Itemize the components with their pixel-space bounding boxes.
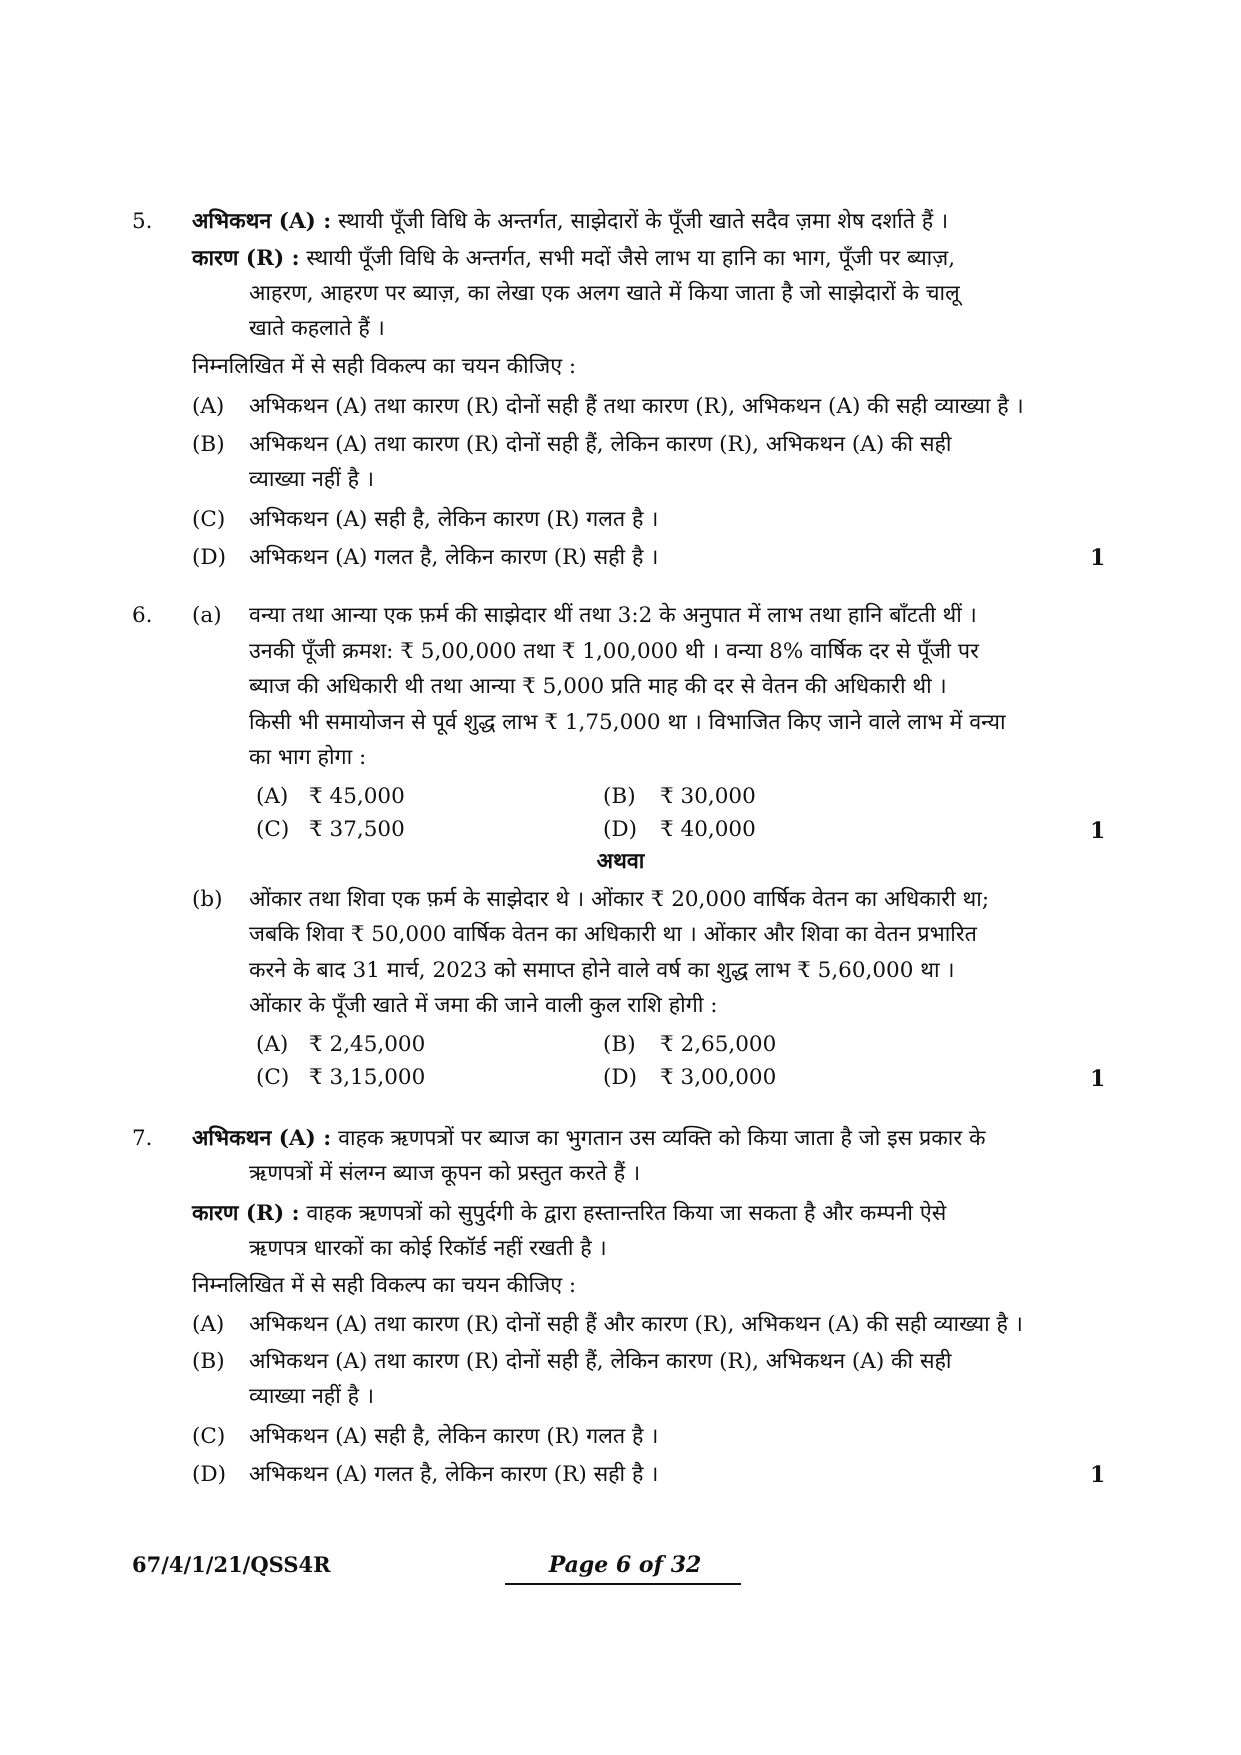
- reason-label: कारण (R) :: [192, 1201, 300, 1226]
- paper-code: 67/4/1/21/QSS4R: [132, 1552, 331, 1577]
- question-number: 5.: [132, 209, 153, 234]
- option-label: (A): [192, 394, 225, 419]
- reason-text: स्थायी पूँजी विधि के अन्तर्गत, सभी मदों जैसे लाभ या हानि का भाग, पूँजी पर ब्याज़,: [306, 246, 956, 271]
- page-number-underline: [505, 1583, 741, 1585]
- option-label: (D): [192, 545, 227, 570]
- reason: [192, 1197, 946, 1231]
- instruction: निम्नलिखित में से सही विकल्प का चयन कीजिए :: [192, 354, 577, 379]
- assertion-label: अभिकथन (A) :: [192, 1126, 332, 1151]
- option-label: (B): [192, 432, 225, 457]
- reason-text-line: आहरण, आहरण पर ब्याज़, का लेखा एक अलग खाते में किया जाता है जो साझेदारों के चालू: [249, 281, 960, 306]
- question-text-line: वन्या तथा आन्या एक फ़र्म की साझेदार थीं तथा 3:2 के अनुपात में लाभ तथा हानि बाँटती थीं ।: [249, 603, 977, 628]
- option-text: अभिकथन (A) तथा कारण (R) दोनों सही हैं तथा कारण (R), अभिकथन (A) की सही व्याख्या है ।: [249, 394, 1024, 419]
- reason-text-line: ऋणपत्र धारकों का कोई रिकॉर्ड नहीं रखती है ।: [249, 1236, 607, 1261]
- option-label: (A): [192, 1312, 225, 1337]
- option-value: ₹ 2,45,000: [309, 1032, 426, 1057]
- option-label: (C): [192, 507, 226, 532]
- option-label: (B): [192, 1349, 225, 1374]
- option-label: (A): [256, 1032, 289, 1057]
- part-label: (a): [192, 603, 222, 628]
- option-label: (D): [603, 817, 638, 842]
- option-label: (C): [256, 817, 290, 842]
- question-text-line: ओंकार के पूँजी खाते में जमा की जाने वाली कुल राशि होगी :: [249, 993, 718, 1018]
- assertion-text: वाहक ऋणपत्रों पर ब्याज का भुगतान उस व्यक्ति को किया जाता है जो इस प्रकार के: [338, 1126, 986, 1151]
- assertion-label: अभिकथन (A) :: [192, 209, 332, 234]
- assertion-text-line: ऋणपत्रों में संलग्न ब्याज कूपन को प्रस्तुत करते हैं ।: [249, 1161, 641, 1186]
- question-text-line: ओंकार तथा शिवा एक फ़र्म के साझेदार थे । ओंकार ₹ 20,000 वार्षिक वेतन का अधिकारी था;: [249, 887, 990, 912]
- option-text: अभिकथन (A) तथा कारण (R) दोनों सही हैं, लेकिन कारण (R), अभिकथन (A) की सही: [249, 1349, 952, 1374]
- question-text-line: का भाग होगा :: [249, 745, 367, 770]
- option-label: (B): [603, 1032, 636, 1057]
- option-label: (C): [192, 1424, 226, 1449]
- question-text-line: किसी भी समायोजन से पूर्व शुद्ध लाभ ₹ 1,75,000 था । विभाजित किए जाने वाले लाभ में वन्या: [249, 710, 1006, 735]
- question-text-line: जबकि शिवा ₹ 50,000 वार्षिक वेतन का अधिकारी था । ओंकार और शिवा का वेतन प्रभारित: [249, 922, 977, 947]
- reason: [192, 242, 955, 276]
- option-value: ₹ 45,000: [309, 784, 405, 809]
- option-value: ₹ 40,000: [660, 817, 756, 842]
- or-separator: अथवा: [596, 849, 645, 874]
- option-label: (A): [256, 784, 289, 809]
- question-text-line: ब्याज की अधिकारी थी तथा आन्या ₹ 5,000 प्रति माह की दर से वेतन की अधिकारी थी ।: [249, 674, 947, 699]
- option-text: अभिकथन (A) गलत है, लेकिन कारण (R) सही है ।: [249, 1462, 659, 1487]
- option-text: व्याख्या नहीं है ।: [249, 1384, 374, 1409]
- option-label: (B): [603, 784, 636, 809]
- option-text: अभिकथन (A) सही है, लेकिन कारण (R) गलत है ।: [249, 507, 659, 532]
- part-label: (b): [192, 887, 223, 912]
- marks: 1: [1090, 545, 1106, 571]
- question-number: 7.: [132, 1126, 153, 1151]
- reason-label: कारण (R) :: [192, 246, 300, 271]
- reason-text-line: खाते कहलाते हैं ।: [249, 316, 385, 341]
- assertion-text: स्थायी पूँजी विधि के अन्तर्गत, साझेदारों के पूँजी खाते सदैव ज़मा शेष दर्शाते हैं ।: [338, 209, 949, 234]
- option-value: ₹ 2,65,000: [660, 1032, 777, 1057]
- marks: 1: [1090, 818, 1106, 844]
- instruction: निम्नलिखित में से सही विकल्प का चयन कीजिए :: [192, 1273, 577, 1298]
- question-text-line: करने के बाद 31 मार्च, 2023 को समाप्त होने वाले वर्ष का शुद्ध लाभ ₹ 5,60,000 था ।: [249, 958, 955, 983]
- option-text: अभिकथन (A) गलत है, लेकिन कारण (R) सही है ।: [249, 545, 659, 570]
- option-label: (D): [603, 1065, 638, 1090]
- page-number: Page 6 of 32: [548, 1552, 702, 1578]
- option-value: ₹ 37,500: [309, 817, 405, 842]
- option-label: (C): [256, 1065, 290, 1090]
- option-text: अभिकथन (A) सही है, लेकिन कारण (R) गलत है ।: [249, 1424, 659, 1449]
- option-value: ₹ 3,00,000: [660, 1065, 777, 1090]
- option-value: ₹ 3,15,000: [309, 1065, 426, 1090]
- option-text: अभिकथन (A) तथा कारण (R) दोनों सही हैं, लेकिन कारण (R), अभिकथन (A) की सही: [249, 432, 952, 457]
- marks: 1: [1090, 1462, 1106, 1488]
- reason-text: वाहक ऋणपत्रों को सुपुर्दगी के द्वारा हस्तान्तरित किया जा सकता है और कम्पनी ऐसे: [306, 1201, 947, 1226]
- assertion: [192, 205, 948, 239]
- marks: 1: [1090, 1066, 1106, 1092]
- option-label: (D): [192, 1462, 227, 1487]
- question-number: 6.: [132, 603, 153, 628]
- option-text: व्याख्या नहीं है ।: [249, 467, 374, 492]
- assertion: [192, 1122, 986, 1156]
- option-text: अभिकथन (A) तथा कारण (R) दोनों सही हैं और कारण (R), अभिकथन (A) की सही व्याख्या है ।: [249, 1312, 1023, 1337]
- option-value: ₹ 30,000: [660, 784, 756, 809]
- question-text-line: उनकी पूँजी क्रमश: ₹ 5,00,000 तथा ₹ 1,00,000 थी । वन्या 8% वार्षिक दर से पूँजी पर: [249, 639, 979, 664]
